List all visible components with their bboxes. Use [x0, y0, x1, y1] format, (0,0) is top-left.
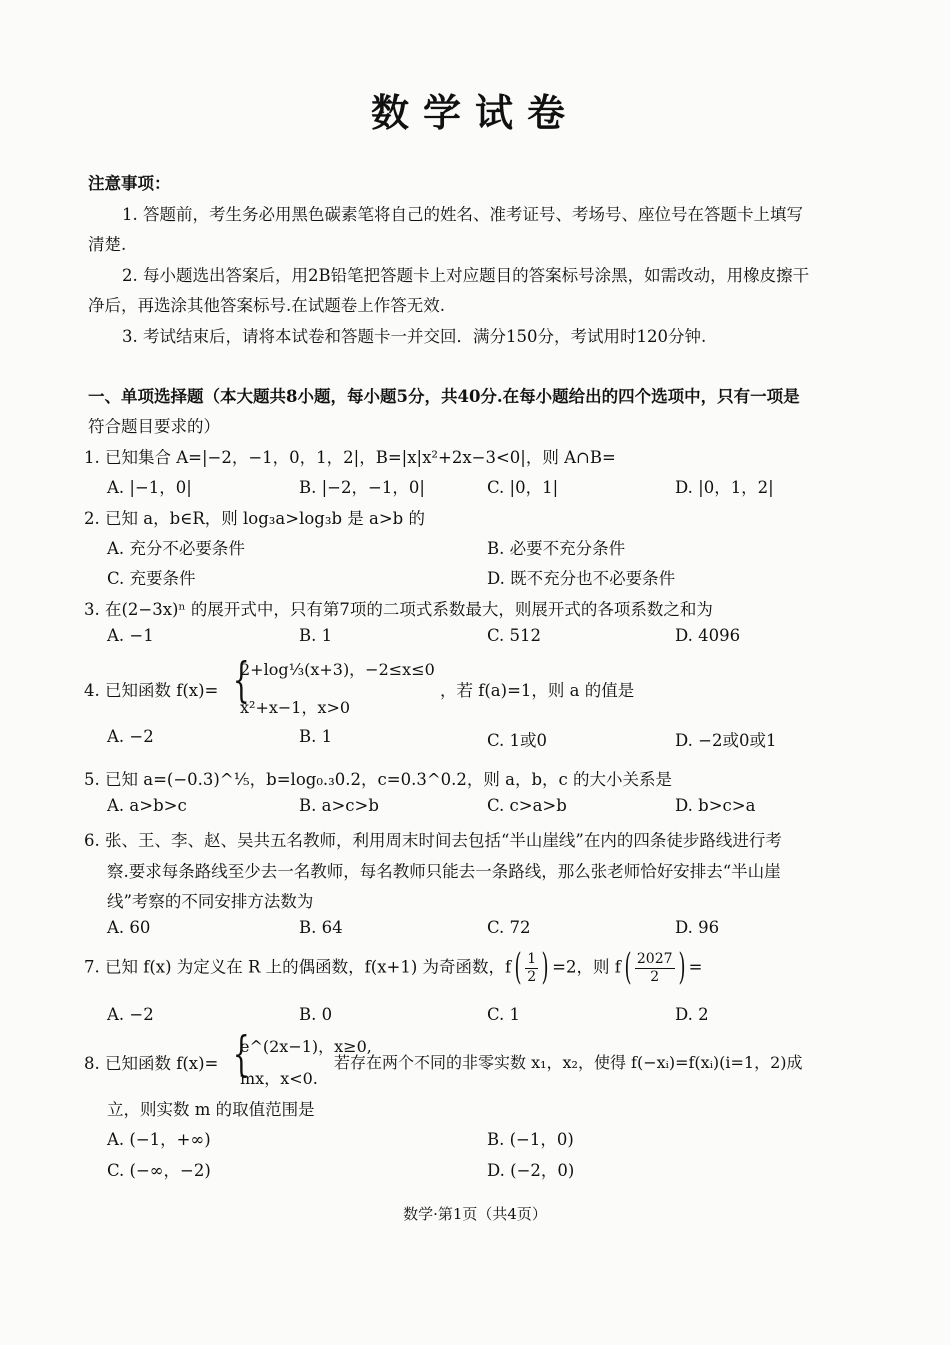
section-heading-cont: 符合题目要求的）: [88, 417, 220, 436]
question-7-mid: =2，则 f: [552, 957, 621, 977]
question-3-option-b: B. 1: [299, 626, 333, 645]
left-brace-icon: {: [232, 652, 250, 708]
fraction-numerator: 2027: [636, 950, 673, 967]
question-1-stem: 1. 已知集合 A=|−2，−1，0，1，2|，B=|x|x²+2x−3<0|，则 A∩B=: [84, 448, 616, 467]
section-heading: 一、单项选择题（本大题共8小题，每小题5分，共40分.在每小题给出的四个选项中，只有一项是: [88, 387, 800, 406]
question-4-lead: 4. 已知函数 f(x)=: [84, 681, 219, 700]
question-2-option-c: C. 充要条件: [107, 569, 196, 588]
question-4-tail: ，若 f(a)=1，则 a 的值是: [440, 681, 635, 700]
fraction-numerator: 1: [527, 950, 537, 967]
question-1-option-b: B. |−2，−1，0|: [299, 478, 425, 497]
question-5-option-d: D. b>c>a: [675, 796, 756, 815]
notice-item-1-cont: 清楚.: [88, 235, 127, 254]
question-4-piece-2: x²+x−1，x>0: [240, 698, 351, 717]
question-6-line-1: 6. 张、王、李、赵、吴共五名教师，利用周末时间去包括“半山崖线”在内的四条徒步路线进行考: [84, 831, 782, 850]
question-3-option-d: D. 4096: [675, 626, 741, 645]
question-5-option-c: C. c>a>b: [487, 796, 567, 815]
fraction-1-2: [525, 951, 538, 986]
question-2-option-a: A. 充分不必要条件: [107, 539, 245, 558]
page-title: 数学试卷: [370, 90, 579, 135]
question-2-option-d: D. 既不充分也不必要条件: [487, 569, 676, 588]
notice-heading: 注意事项：: [88, 174, 171, 193]
fraction-denominator: 2: [527, 968, 537, 985]
question-6-option-b: B. 64: [299, 918, 343, 937]
notice-item-3: 3. 考试结束后，请将本试卷和答题卡一并交回．满分150分，考试用时120分钟.: [122, 327, 707, 346]
question-4-option-d: D. −2或0或1: [675, 731, 777, 750]
question-6-line-2: 察.要求每条路线至少去一名教师，每名教师只能去一条路线，那么张老师恰好安排去“半山崖: [107, 862, 781, 881]
question-6-option-d: D. 96: [675, 918, 720, 937]
question-3-option-a: A. −1: [107, 626, 154, 645]
question-6-option-a: A. 60: [107, 918, 151, 937]
question-7-lead: 7. 已知 f(x) 为定义在 R 上的偶函数，f(x+1) 为奇函数，f: [84, 957, 512, 977]
question-1-option-d: D. |0，1，2|: [675, 478, 774, 497]
question-5-option-b: B. a>c>b: [299, 796, 379, 815]
question-3-option-c: C. 512: [487, 626, 542, 645]
notice-item-2-cont: 净后，再选涂其他答案标号.在试题卷上作答无效.: [88, 296, 445, 315]
question-7-option-b: B. 0: [299, 1005, 333, 1024]
question-7-option-a: A. −2: [107, 1005, 154, 1024]
notice-item-1: 1. 答题前，考生务必用黑色碳素笔将自己的姓名、准考证号、考场号、座位号在答题卡上填写: [122, 205, 803, 224]
question-8-lead: 8. 已知函数 f(x)=: [84, 1054, 219, 1073]
question-5-option-a: A. a>b>c: [107, 796, 187, 815]
question-8-option-b: B. (−1，0): [487, 1130, 574, 1149]
question-7-tail: =: [688, 957, 703, 977]
fraction-denominator: 2: [650, 968, 660, 985]
question-8-line-2: 立，则实数 m 的取值范围是: [107, 1100, 315, 1119]
question-7-option-d: D. 2: [675, 1005, 709, 1024]
question-4-option-b: B. 1: [299, 727, 333, 746]
question-8-tail: 若存在两个不同的非零实数 x₁，x₂，使得 f(−xᵢ)=f(xᵢ)(i=1，2)成: [334, 1053, 803, 1072]
question-4-option-c: C. 1或0: [487, 731, 548, 750]
question-3-stem: 3. 在(2−3x)ⁿ 的展开式中，只有第7项的二项式系数最大，则展开式的各项系数之和为: [84, 600, 713, 619]
question-1-option-a: A. |−1，0|: [107, 478, 192, 497]
question-4-piece-1: 2+log⅓(x+3)，−2≤x≤0: [240, 660, 435, 679]
question-8-option-d: D. (−2，0): [487, 1161, 575, 1180]
question-7-option-c: C. 1: [487, 1005, 521, 1024]
question-2-option-b: B. 必要不充分条件: [487, 539, 626, 558]
question-1-option-c: C. |0，1|: [487, 478, 559, 497]
page-footer: 数学·第1页（共4页）: [403, 1205, 547, 1223]
notice-item-2: 2. 每小题选出答案后，用2B铅笔把答题卡上对应题目的答案标号涂黑，如需改动，用橡皮擦干: [122, 266, 810, 285]
question-6-option-c: C. 72: [487, 918, 531, 937]
question-8-option-a: A. (−1，+∞): [107, 1130, 211, 1149]
question-7-stem: 7. 已知 f(x) 为定义在 R 上的偶函数，f(x+1) 为奇函数，f( $\frac{1}{2}$ ) =2，则 f( $\frac{2027}{2}$ ) =: [84, 947, 703, 988]
left-brace-icon: {: [232, 1026, 250, 1082]
question-5-stem: 5. 已知 a=(−0.3)^⅕，b=log₀.₃0.2，c=0.3^0.2，则 a，b，c 的大小关系是: [84, 770, 673, 789]
question-6-line-3: 线”考察的不同安排方法数为: [107, 892, 314, 911]
question-8-piece-2: mx，x<0.: [240, 1069, 318, 1088]
question-8-option-c: C. (−∞，−2): [107, 1161, 211, 1180]
fraction-2027-2: [635, 951, 675, 986]
question-2-stem: 2. 已知 a，b∈R，则 log₃a>log₃b 是 a>b 的: [84, 509, 425, 528]
question-4-option-a: A. −2: [107, 727, 154, 746]
question-8-piece-1: e^(2x−1)，x≥0,: [240, 1037, 372, 1056]
